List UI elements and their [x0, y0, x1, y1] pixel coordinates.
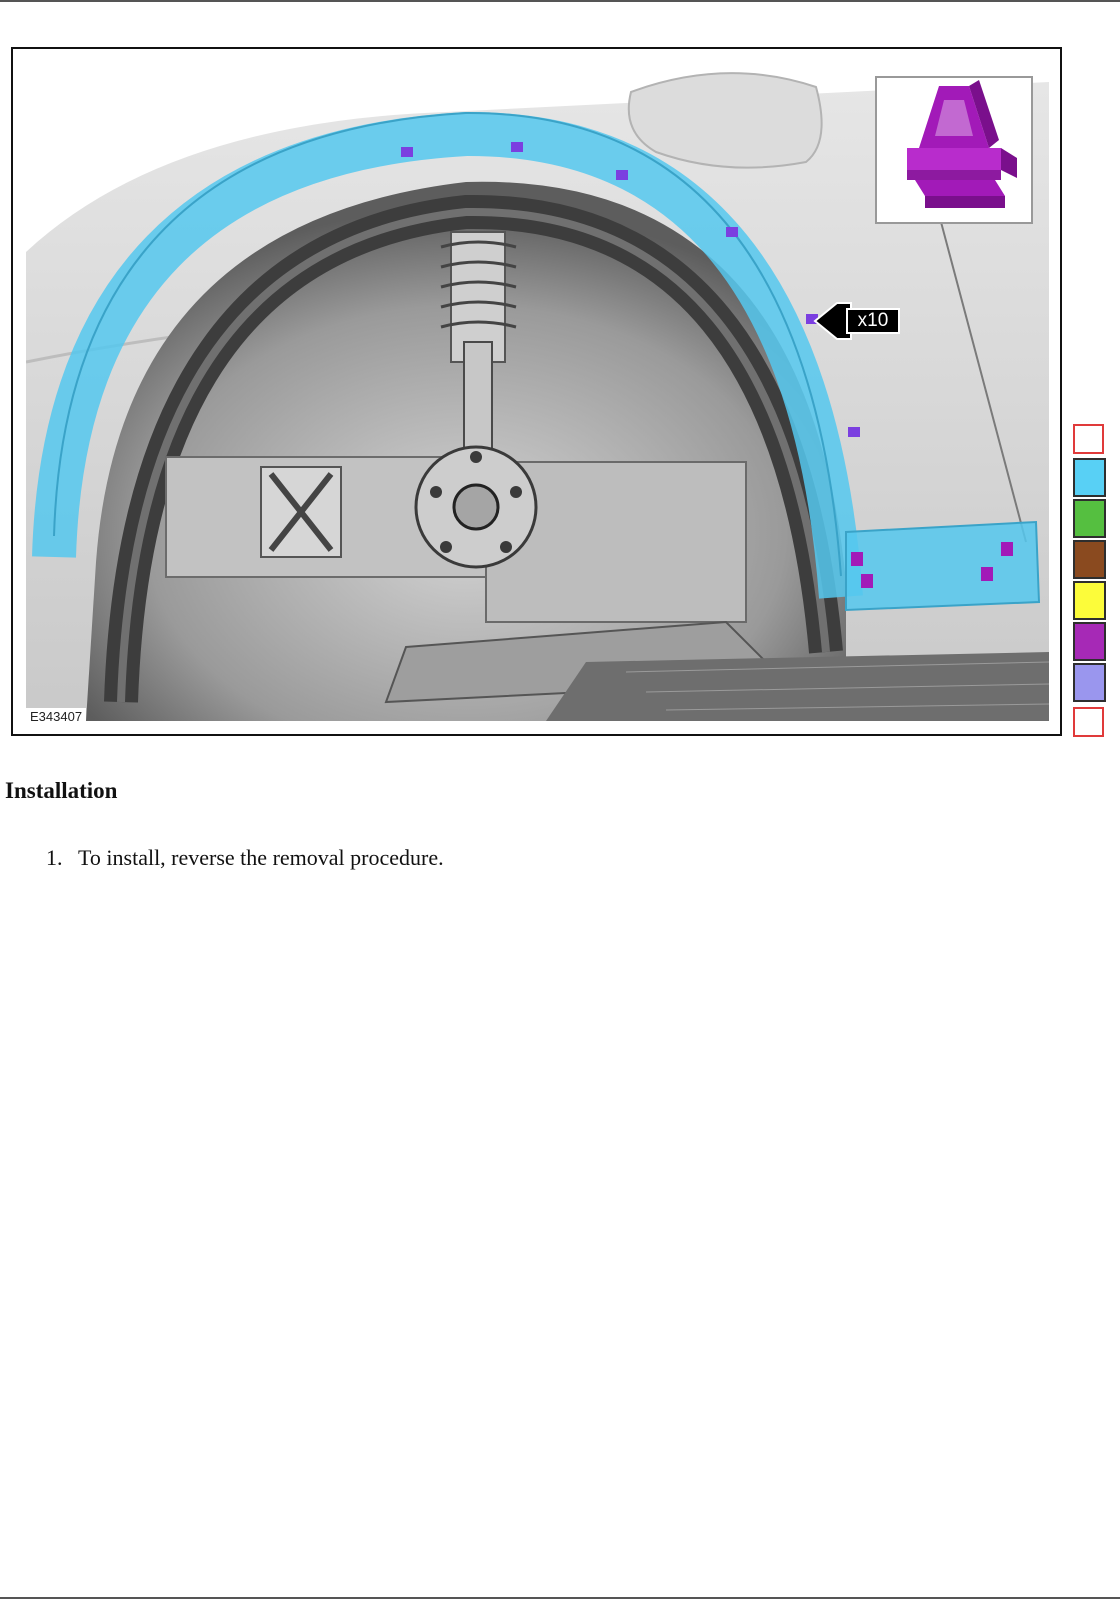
figure-frame [11, 47, 1062, 736]
step-list [46, 843, 444, 873]
quantity-callout [813, 301, 905, 341]
legend-swatch-cyan[interactable] [1073, 458, 1106, 497]
step-text: To install, reverse the removal procedure. [78, 845, 444, 870]
legend-swatch-yellow[interactable] [1073, 581, 1106, 620]
legend-swatch-empty-bottom[interactable] [1073, 707, 1104, 737]
quantity-label: x10 [846, 308, 900, 334]
step-number: 1. [46, 845, 63, 870]
legend-swatch-green[interactable] [1073, 499, 1106, 538]
legend-swatch-empty-top[interactable] [1073, 424, 1104, 454]
clip-inset [875, 76, 1033, 224]
legend-swatch-purple[interactable] [1073, 622, 1106, 661]
list-item [46, 843, 444, 873]
figure-code: E343407 [26, 708, 86, 726]
legend-swatch-lavender[interactable] [1073, 663, 1106, 702]
section-heading: Installation [5, 778, 118, 803]
legend-swatch-brown[interactable] [1073, 540, 1106, 579]
page-top-rule [0, 0, 1120, 2]
page-bottom-rule [0, 1597, 1120, 1599]
purple-push-pin-clip-icon [877, 78, 1031, 222]
